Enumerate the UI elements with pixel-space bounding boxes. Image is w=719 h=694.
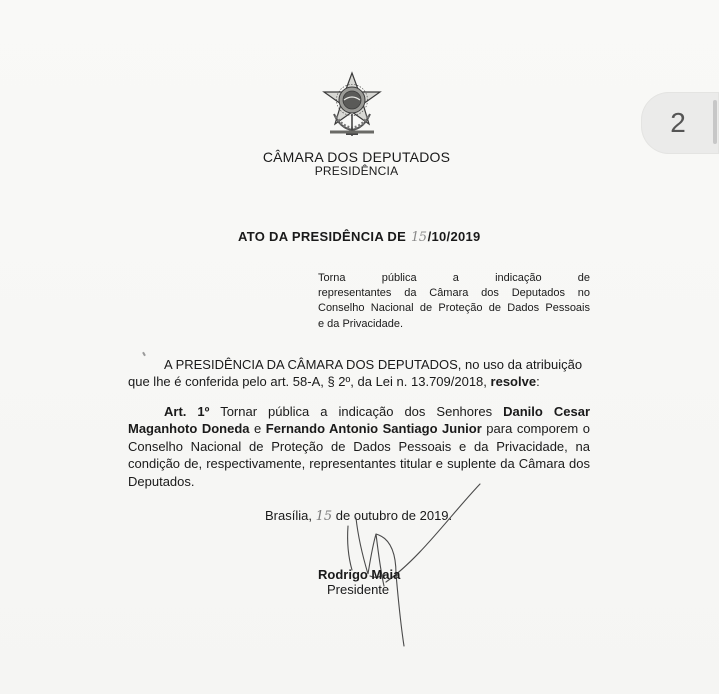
- article-1: [128, 403, 590, 490]
- city: Brasília,: [265, 508, 312, 523]
- article-line: [128, 403, 590, 420]
- handwritten-day: 15: [315, 509, 333, 524]
- scrollbar-handle[interactable]: [713, 100, 717, 144]
- ementa-line: representantes da Câmara dos Deputados no: [318, 287, 590, 300]
- act-title: [238, 229, 481, 245]
- act-title-prefix: ATO DA PRESIDÊNCIA DE: [238, 229, 407, 244]
- preamble-text: que lhe é conferida pelo art. 58-A, § 2º, da Lei n. 13.709/2018,: [128, 374, 487, 390]
- act-title-date: /10/2019: [427, 229, 481, 244]
- preamble-colon: :: [536, 374, 540, 390]
- institution-name: CÂMARA DOS DEPUTADOS: [262, 149, 451, 165]
- nominee-name-2: Fernando Antonio Santiago Junior: [265, 421, 482, 437]
- article-line: [128, 420, 590, 437]
- date-text: de outubro de 2019.: [335, 508, 453, 523]
- preamble-line: [128, 373, 590, 390]
- ementa-summary: [318, 271, 590, 332]
- article-line: condição de, respectivamente, representantes titular e suplente da Câmara dos: [128, 456, 590, 472]
- handwritten-day: 15: [411, 230, 427, 245]
- preamble-line: A PRESIDÊNCIA DA CÂMARA DOS DEPUTADOS, no uso da atribuição: [164, 357, 583, 372]
- nominee-name-1-cont: Maganhoto Doneda: [128, 421, 250, 437]
- signer-name: Rodrigo Maia: [318, 567, 401, 582]
- ementa-line: Conselho Nacional de Proteção de Dados Pessoais: [318, 302, 590, 315]
- page-number: 2: [670, 107, 686, 138]
- nominee-name-1: Danilo Cesar: [503, 404, 591, 419]
- preamble-paragraph: [128, 356, 590, 391]
- article-text: para comporem o: [486, 421, 590, 437]
- ementa-line: Torna pública a indicação de: [318, 272, 590, 284]
- resolve-word: resolve: [490, 374, 537, 390]
- article-line: Conselho Nacional de Proteção de Dados Pessoais e da Privacidade, na: [128, 438, 590, 454]
- ementa-line: e da Privacidade.: [318, 317, 403, 330]
- article-label: Art. 1º: [164, 404, 210, 419]
- article-conjunction: e: [254, 421, 262, 437]
- article-text: Tornar pública a indicação dos Senhores: [220, 404, 493, 419]
- page-number-badge[interactable]: [641, 92, 719, 154]
- coat-of-arms-icon: [320, 70, 384, 140]
- department-name: PRESIDÊNCIA: [314, 164, 399, 178]
- signer-role: Presidente: [327, 582, 390, 597]
- article-line: Deputados.: [128, 473, 195, 489]
- handwritten-signature: [330, 478, 490, 648]
